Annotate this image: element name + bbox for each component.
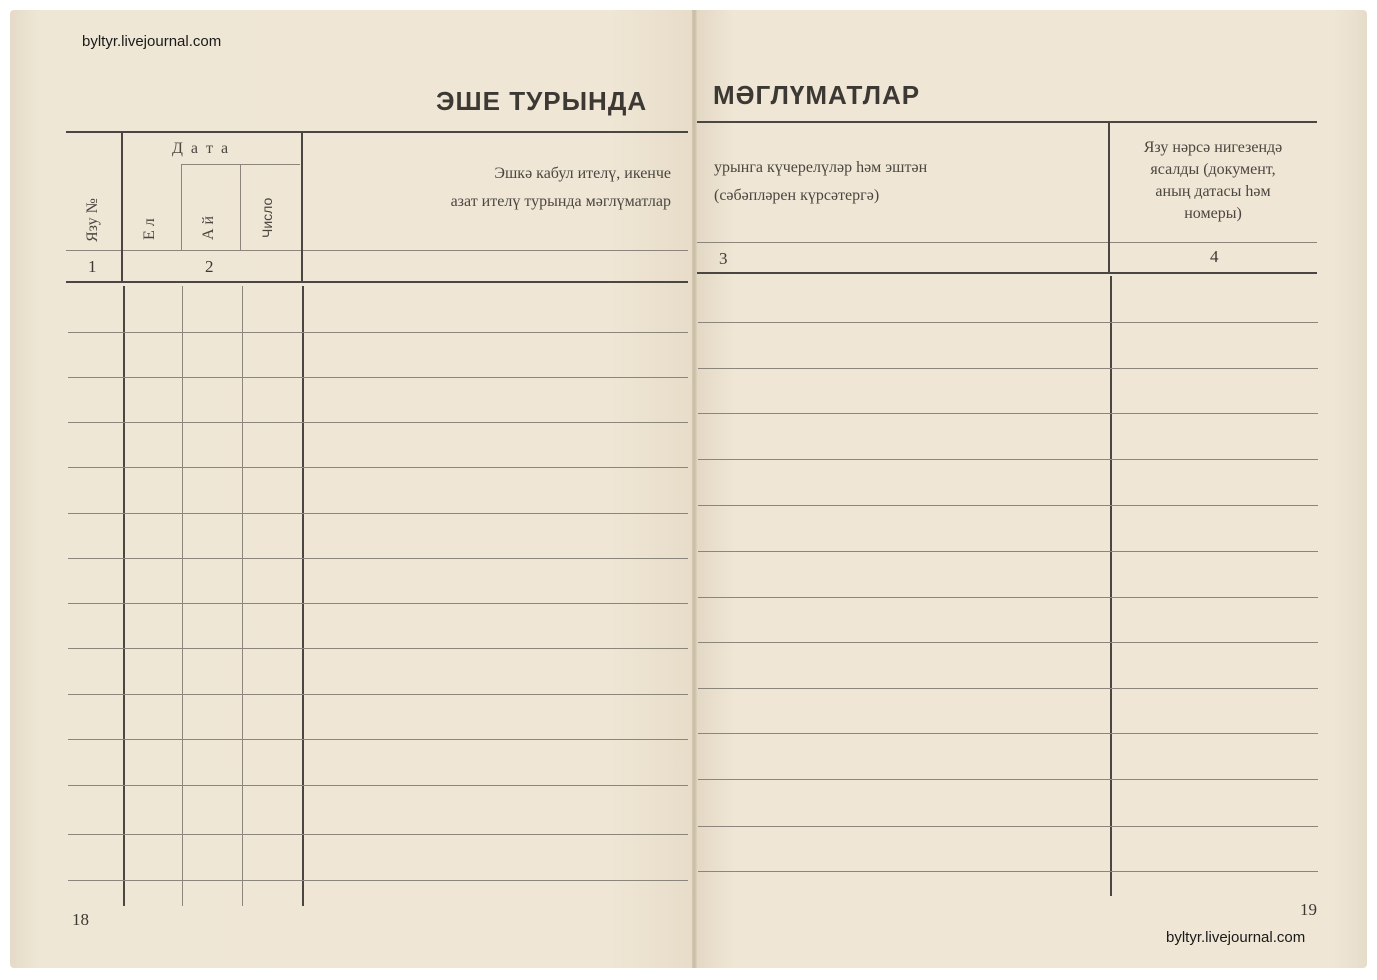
right-number-row-bottom (697, 272, 1317, 274)
right-body-col-line (1110, 276, 1112, 896)
watermark-bottom: byltyr.livejournal.com (1166, 929, 1306, 946)
right-row-line (698, 826, 1318, 827)
left-row-line (68, 785, 688, 786)
book-fold (692, 10, 697, 968)
left-body-col-line-2 (182, 286, 183, 906)
left-row-line (68, 694, 688, 695)
left-header-bottom-line (66, 250, 688, 251)
left-page-title: ЭШЕ ТУРЫНДА (436, 86, 648, 116)
left-body-col-line-1 (123, 286, 125, 906)
left-col-divider-2-header (181, 164, 182, 250)
right-page-number: 19 (1300, 900, 1317, 919)
column-number-2: 2 (205, 257, 214, 276)
right-row-line (698, 322, 1318, 323)
left-page (10, 10, 696, 968)
left-row-line (68, 648, 688, 649)
basis-header-line3: аның датасы һәм (1155, 183, 1271, 200)
left-row-line (68, 513, 688, 514)
right-info-header-line1: урынга күчерелүләр һәм эштән (714, 159, 928, 176)
right-col-divider-header (1108, 123, 1110, 272)
basis-header-line4: номеры) (1184, 205, 1242, 222)
basis-header-line2: ясалды (документ, (1150, 161, 1276, 178)
left-row-line (68, 332, 688, 333)
left-row-line (68, 739, 688, 740)
right-row-line (698, 733, 1318, 734)
right-row-line (698, 779, 1318, 780)
left-row-line (68, 834, 688, 835)
right-page-title: МӘГЛҮМАТЛАР (713, 80, 921, 110)
left-col-divider-3-header (240, 164, 241, 250)
column-number-3: 3 (719, 249, 728, 268)
left-page-number: 18 (72, 910, 89, 929)
basis-header-line1: Язу нәрсә нигезендә (1143, 139, 1283, 156)
day-header: Число (259, 197, 275, 238)
left-info-header-line2: азат ителү турында мәглүматлар (450, 193, 671, 210)
left-row-line (68, 558, 688, 559)
right-row-line (698, 413, 1318, 414)
date-header: Д а т а (172, 140, 231, 157)
right-table-top-border (697, 121, 1317, 123)
record-number-header: Язу № (84, 198, 101, 242)
left-body-col-line-4 (302, 286, 304, 906)
column-number-1: 1 (88, 257, 97, 276)
right-row-line (698, 871, 1318, 872)
left-row-line (68, 467, 688, 468)
watermark-top: byltyr.livejournal.com (82, 33, 222, 50)
right-row-line (698, 368, 1318, 369)
right-row-line (698, 642, 1318, 643)
left-info-header-line1: Эшкә кабул ителү, икенче (494, 165, 671, 182)
left-table-top-border (66, 131, 688, 133)
left-row-line (68, 422, 688, 423)
right-row-line (698, 505, 1318, 506)
right-row-line (698, 597, 1318, 598)
left-col-divider-1-header (121, 131, 123, 281)
column-number-4: 4 (1210, 247, 1219, 266)
right-row-line (698, 688, 1318, 689)
left-col-divider-4-header (301, 131, 303, 281)
right-info-header-line2: (сәбәпләрен күрсәтергә) (714, 187, 880, 204)
month-header: А й (200, 215, 217, 240)
left-body-col-line-3 (242, 286, 243, 906)
left-row-line (68, 880, 688, 881)
right-row-line (698, 459, 1318, 460)
left-row-line (68, 377, 688, 378)
left-row-line (68, 603, 688, 604)
right-header-bottom-line (697, 242, 1317, 243)
left-date-subheader-line (182, 164, 300, 165)
left-number-row-bottom (66, 281, 688, 283)
year-header: Е л (141, 218, 158, 240)
right-row-line (698, 551, 1318, 552)
